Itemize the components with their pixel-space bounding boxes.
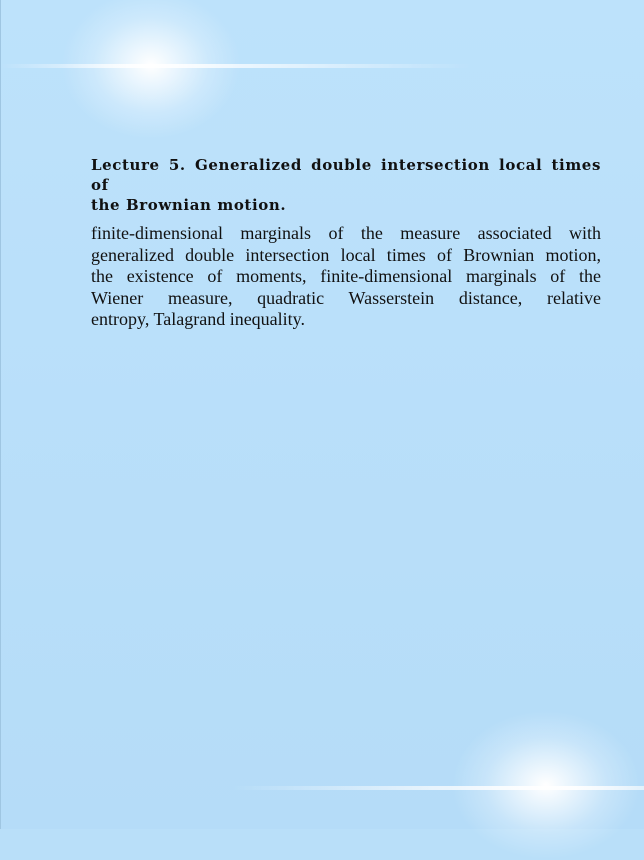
body-line: the existence of moments, finite-dimensional marginals of the (91, 266, 601, 286)
body-line: entropy, Talagrand inequality. (91, 309, 306, 329)
body-line: Wiener measure, quadratic Wasserstein distance, relative (91, 287, 601, 308)
light-streak-bottom (231, 786, 644, 790)
sun-flare-top (61, 0, 241, 140)
lecture-title (91, 155, 601, 215)
sun-flare-bottom (451, 710, 641, 860)
body-line: finite-dimensional marginals of the measure associated with (91, 223, 601, 243)
lecture-section (91, 155, 601, 331)
body-line: generalized double intersection local times of Brownian motion, (91, 244, 601, 265)
light-streak-top (1, 64, 471, 68)
title-line: Lecture 5. Generalized double intersection local times of (91, 156, 601, 194)
title-line: the Brownian motion. (91, 196, 287, 214)
lecture-keywords (91, 223, 601, 331)
